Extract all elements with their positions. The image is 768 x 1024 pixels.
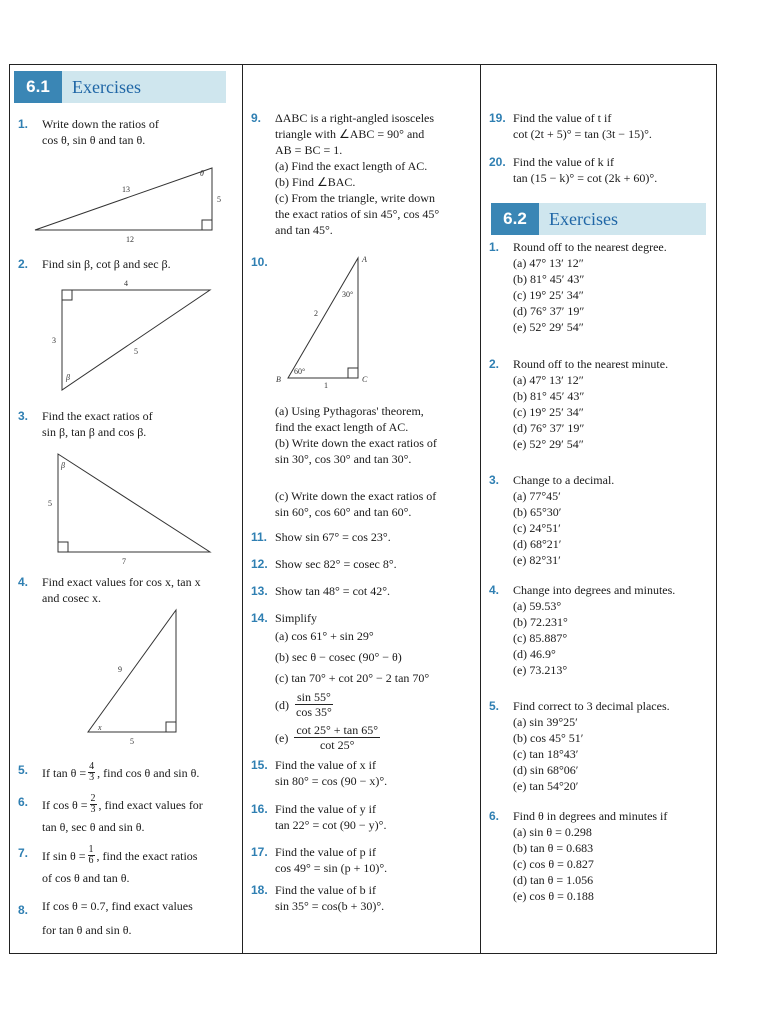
question-part: (b) 72.231° bbox=[513, 615, 568, 629]
question-text: tan (15 − k)° = cot (2k + 60)°. bbox=[513, 171, 658, 185]
question-text: Find sin β, cot β and sec β. bbox=[42, 257, 171, 271]
question-part: (e) 73.213° bbox=[513, 663, 568, 677]
question-part: (b) tan θ = 0.683 bbox=[513, 841, 594, 855]
label-base: 12 bbox=[126, 235, 134, 244]
label-hypotenuse: 5 bbox=[134, 347, 138, 356]
label-base: 7 bbox=[122, 557, 126, 566]
question-text: for tan θ and sin θ. bbox=[42, 923, 132, 937]
label-base: 1 bbox=[324, 381, 328, 390]
fraction-denominator: cos 35° bbox=[296, 705, 332, 719]
question-number: 10. bbox=[251, 255, 268, 269]
question-number: 4. bbox=[489, 583, 500, 597]
question-part: (c) 19° 25′ 34″ bbox=[513, 288, 584, 302]
label-side: 2 bbox=[314, 309, 318, 318]
question-20 bbox=[489, 154, 715, 186]
question-text: Show sin 67° = cos 23°. bbox=[275, 530, 391, 544]
question-part: (d) 68°21′ bbox=[513, 537, 562, 551]
question-part: sin 30°, cos 30° and tan 30°. bbox=[275, 452, 412, 466]
question-part: (a) 77°45′ bbox=[513, 489, 561, 503]
triangle-figure-q10 bbox=[270, 252, 380, 390]
question-number: 14. bbox=[251, 611, 268, 625]
question-number: 3. bbox=[489, 473, 500, 487]
question-text: Change into degrees and minutes. bbox=[513, 583, 676, 597]
exercise-6-2-3 bbox=[489, 472, 715, 568]
label-angle: β bbox=[66, 373, 70, 382]
question-part: (b) Find ∠BAC. bbox=[275, 175, 356, 189]
label-angle-a: 30° bbox=[342, 290, 354, 299]
section-number: 6.2 bbox=[491, 203, 539, 235]
question-number: 2. bbox=[489, 357, 500, 371]
fraction-denominator: 3 bbox=[90, 804, 96, 815]
question-text: , find the exact ratios bbox=[96, 848, 198, 863]
question-part: (b) 81° 45′ 43″ bbox=[513, 272, 585, 286]
question-part: (d) 76° 37′ 19″ bbox=[513, 304, 585, 318]
question-number: 11. bbox=[251, 530, 268, 544]
question-number: 1. bbox=[489, 240, 500, 254]
question-number: 3. bbox=[18, 409, 29, 423]
question-number: 6. bbox=[18, 795, 29, 809]
fraction bbox=[90, 794, 97, 815]
fraction bbox=[294, 723, 380, 752]
question-part: (e) 52° 29′ 54″ bbox=[513, 320, 584, 334]
label-side: 5 bbox=[217, 195, 221, 204]
question-text: If cos θ = bbox=[42, 797, 88, 812]
question-part: (e) 52° 29′ 54″ bbox=[513, 437, 584, 451]
part-label: (d) bbox=[275, 697, 289, 712]
section-number: 6.1 bbox=[14, 71, 62, 103]
question-text: Find the value of t if bbox=[513, 111, 612, 125]
question-number: 17. bbox=[251, 845, 268, 859]
triangle-figure-q3 bbox=[44, 450, 224, 568]
question-text: Find the value of p if bbox=[275, 845, 376, 859]
label-angle: x bbox=[98, 723, 102, 732]
fraction-numerator: sin 55° bbox=[297, 690, 331, 704]
question-number: 9. bbox=[251, 111, 262, 125]
question-part: (c) 19° 25′ 34″ bbox=[513, 405, 584, 419]
question-text: Find the value of b if bbox=[275, 883, 376, 897]
question-text: Find the value of y if bbox=[275, 802, 376, 816]
question-part: (c) cos θ = 0.827 bbox=[513, 857, 594, 871]
fraction-numerator: cot 25° + tan 65° bbox=[296, 723, 379, 737]
question-4 bbox=[18, 574, 240, 606]
question-number: 16. bbox=[251, 802, 268, 816]
question-part: (d) tan θ = 1.056 bbox=[513, 873, 594, 887]
question-part: sin 60°, cos 60° and tan 60°. bbox=[275, 505, 412, 519]
question-text: sin 35° = cos(b + 30)°. bbox=[275, 899, 385, 913]
exercise-6-2-4 bbox=[489, 582, 715, 678]
question-number: 4. bbox=[18, 575, 29, 589]
fraction-denominator: 6 bbox=[88, 855, 94, 866]
section-header-6-1 bbox=[14, 71, 226, 103]
exercise-6-2-2 bbox=[489, 356, 715, 452]
question-part: (c) tan 70° + cot 20° − 2 tan 70° bbox=[275, 671, 430, 685]
question-18 bbox=[251, 882, 479, 914]
question-part: and tan 45°. bbox=[275, 223, 333, 237]
question-text: Show tan 48° = cot 42°. bbox=[275, 584, 391, 598]
question-part: (c) Write down the exact ratios of bbox=[275, 489, 437, 503]
question-part-e bbox=[275, 723, 479, 752]
question-text: sin 80° = cos (90 − x)°. bbox=[275, 774, 388, 788]
question-text: Round off to the nearest degree. bbox=[513, 240, 667, 254]
vertex-b: B bbox=[276, 375, 281, 384]
question-number: 20. bbox=[489, 155, 506, 169]
label-left: 5 bbox=[48, 499, 52, 508]
question-1 bbox=[18, 116, 238, 148]
question-text: triangle with ∠ABC = 90° and bbox=[275, 127, 425, 141]
question-text: Find θ in degrees and minutes if bbox=[513, 809, 668, 823]
question-part: (a) sin 39°25′ bbox=[513, 715, 578, 729]
question-text: AB = BC = 1. bbox=[275, 143, 343, 157]
question-number: 12. bbox=[251, 557, 268, 571]
section-title: Exercises bbox=[72, 76, 141, 97]
question-13 bbox=[251, 583, 479, 599]
question-part: (b) Write down the exact ratios of bbox=[275, 436, 437, 450]
question-part: (a) Find the exact length of AC. bbox=[275, 159, 428, 173]
question-part: (a) cos 61° + sin 29° bbox=[275, 629, 374, 643]
question-part-d bbox=[275, 690, 479, 719]
section-title: Exercises bbox=[549, 208, 618, 229]
vertex-c: C bbox=[362, 375, 368, 384]
question-text: Write down the ratios of bbox=[42, 117, 159, 131]
question-part: (a) sin θ = 0.298 bbox=[513, 825, 592, 839]
question-part: (c) 85.887° bbox=[513, 631, 568, 645]
question-part: (c) tan 18°43′ bbox=[513, 747, 579, 761]
question-7 bbox=[18, 845, 243, 886]
label-angle: θ bbox=[200, 169, 204, 178]
question-text: If sin θ = bbox=[42, 848, 86, 863]
question-number: 7. bbox=[18, 846, 29, 860]
label-hypotenuse: 9 bbox=[118, 665, 122, 674]
question-text: cos 49° = sin (p + 10)°. bbox=[275, 861, 388, 875]
question-text: , find cos θ and sin θ. bbox=[97, 765, 200, 780]
question-text: Simplify bbox=[275, 611, 318, 625]
label-angle-b: 60° bbox=[294, 367, 306, 376]
question-10-part-c bbox=[251, 488, 479, 520]
question-part: (b) cos 45° 51′ bbox=[513, 731, 584, 745]
label-base: 5 bbox=[130, 737, 134, 746]
question-part: (e) tan 54°20′ bbox=[513, 779, 579, 793]
question-2 bbox=[18, 256, 238, 272]
triangle-figure-q2 bbox=[44, 278, 224, 396]
question-text: tan 22° = cot (90 − y)°. bbox=[275, 818, 387, 832]
question-number: 19. bbox=[489, 111, 506, 125]
question-part: (d) 76° 37′ 19″ bbox=[513, 421, 585, 435]
question-5 bbox=[18, 762, 243, 783]
triangle-figure-q4 bbox=[80, 606, 190, 746]
question-12 bbox=[251, 556, 479, 572]
question-6 bbox=[18, 794, 243, 835]
fraction-denominator: cot 25° bbox=[319, 738, 355, 752]
fraction-numerator: 4 bbox=[89, 761, 95, 772]
question-text: cos θ, sin θ and tan θ. bbox=[42, 133, 146, 147]
label-hypotenuse: 13 bbox=[122, 185, 130, 194]
question-10-parts bbox=[251, 403, 479, 467]
fraction bbox=[88, 845, 95, 866]
question-text: Find exact values for cos x, tan x bbox=[42, 575, 201, 589]
question-part: the exact ratios of sin 45°, cos 45° bbox=[275, 207, 440, 221]
question-text: Find the value of x if bbox=[275, 758, 376, 772]
question-part: (d) sin 68°06′ bbox=[513, 763, 579, 777]
vertex-a: A bbox=[362, 255, 367, 264]
question-number: 13. bbox=[251, 584, 268, 598]
label-left: 3 bbox=[52, 336, 56, 345]
question-text: If tan θ = bbox=[42, 765, 87, 780]
triangle-figure-q1 bbox=[30, 160, 230, 248]
question-19 bbox=[489, 110, 715, 142]
question-text: Change to a decimal. bbox=[513, 473, 615, 487]
question-text: , find exact values for bbox=[98, 797, 203, 812]
exercise-6-2-6 bbox=[489, 808, 715, 904]
fraction-numerator: 1 bbox=[88, 844, 94, 855]
fraction bbox=[295, 690, 333, 719]
exercise-6-2-5 bbox=[489, 698, 715, 794]
question-text: Round off to the nearest minute. bbox=[513, 357, 669, 371]
label-angle: β bbox=[61, 461, 65, 470]
question-part: (b) 81° 45′ 43″ bbox=[513, 389, 585, 403]
question-3 bbox=[18, 408, 238, 440]
question-text: of cos θ and tan θ. bbox=[42, 871, 130, 885]
fraction-numerator: 2 bbox=[90, 793, 96, 804]
question-part: (c) From the triangle, write down bbox=[275, 191, 435, 205]
question-9 bbox=[251, 110, 479, 238]
column-divider-2 bbox=[480, 64, 481, 954]
question-text: Find the exact ratios of bbox=[42, 409, 153, 423]
fraction bbox=[88, 762, 95, 783]
question-part: (d) 46.9° bbox=[513, 647, 556, 661]
question-number: 2. bbox=[18, 257, 29, 271]
question-number: 5. bbox=[489, 699, 500, 713]
section-header-6-2 bbox=[491, 203, 706, 235]
question-text: If cos θ = 0.7, find exact values bbox=[42, 899, 193, 913]
question-number: 8. bbox=[18, 903, 29, 917]
question-part: (b) sec θ − cosec (90° − θ) bbox=[275, 650, 402, 664]
fraction-denominator: 3 bbox=[89, 772, 95, 783]
question-text: ΔABC is a right-angled isosceles bbox=[275, 111, 435, 125]
question-15 bbox=[251, 757, 479, 789]
question-part: (a) Using Pythagoras' theorem, bbox=[275, 404, 424, 418]
question-14 bbox=[251, 610, 479, 752]
question-number: 18. bbox=[251, 883, 268, 897]
question-8 bbox=[18, 894, 243, 942]
question-part: find the exact length of AC. bbox=[275, 420, 409, 434]
question-text: Find correct to 3 decimal places. bbox=[513, 699, 670, 713]
question-part: (b) 65°30′ bbox=[513, 505, 562, 519]
exercise-6-2-1 bbox=[489, 239, 715, 335]
question-number: 1. bbox=[18, 117, 29, 131]
question-16 bbox=[251, 801, 479, 833]
part-label: (e) bbox=[275, 730, 289, 745]
label-top: 4 bbox=[124, 279, 128, 288]
question-text: tan θ, sec θ and sin θ. bbox=[42, 820, 145, 834]
question-part: (e) cos θ = 0.188 bbox=[513, 889, 594, 903]
question-part: (a) 47° 13′ 12″ bbox=[513, 256, 584, 270]
question-text: and cosec x. bbox=[42, 591, 101, 605]
question-part: (e) 82°31′ bbox=[513, 553, 561, 567]
question-part: (a) 59.53° bbox=[513, 599, 562, 613]
question-number: 6. bbox=[489, 809, 500, 823]
question-17 bbox=[251, 844, 479, 876]
question-text: Find the value of k if bbox=[513, 155, 614, 169]
question-text: sin β, tan β and cos β. bbox=[42, 425, 147, 439]
question-11 bbox=[251, 529, 479, 545]
question-number: 5. bbox=[18, 763, 29, 777]
question-text: cot (2t + 5)° = tan (3t − 15)°. bbox=[513, 127, 652, 141]
question-part: (a) 47° 13′ 12″ bbox=[513, 373, 584, 387]
question-part: (c) 24°51′ bbox=[513, 521, 561, 535]
question-number: 15. bbox=[251, 758, 268, 772]
question-text: Show sec 82° = cosec 8°. bbox=[275, 557, 397, 571]
